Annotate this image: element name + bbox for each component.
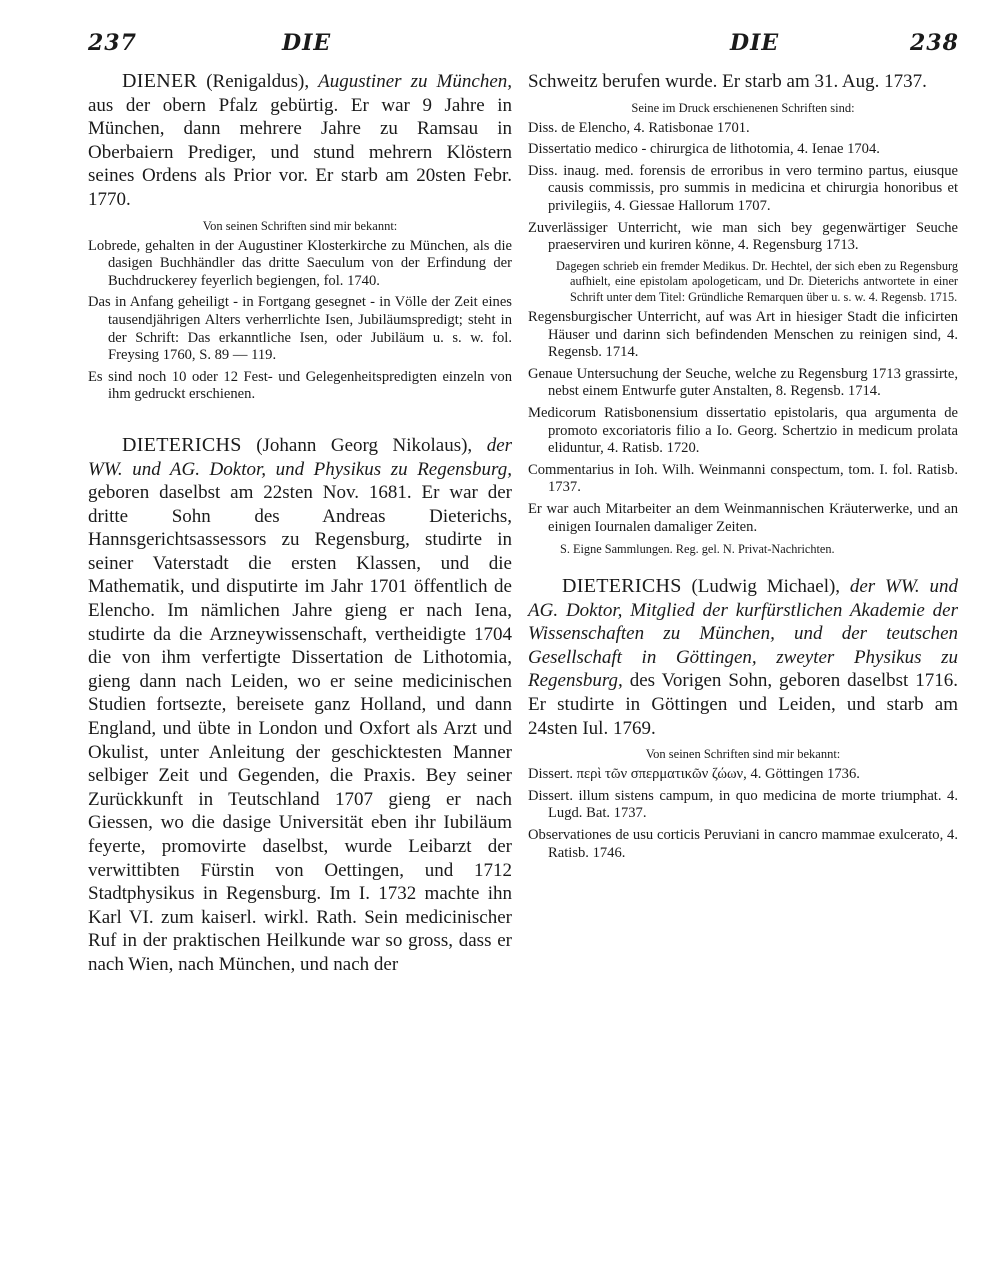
- entry-bio-continued: Schweitz berufen wurde. Er starb am 31. Aug. 1737.: [528, 71, 927, 92]
- entry-bio: geboren daselbst am 22sten Nov. 1681. Er war der dritte Sohn des Andreas Dieterichs, Hannsgerichtsassessors zu Regensburg, studirte in seiner Vaterstadt die ersten Klassen, und die Mathematik, und disputirte im Jahr 1701 öffentlich de Elencho. Im nämlichen Jahre gieng er nach Iena, studirte da die Arzneywissenschaft, vertheidigte 1704 die von ihm verfertigte Dissertation de Lithotomia, gieng dann nach Leiden, wo er seine medicinischen Studien fortsezte, bereisete ganz Holland, und dann England, und übte in London und Oxfort als Arzt und Okulist, unter Anleitung der geschicktesten Manner selbiger Zeit und Gegenden, die Praxis. Bey seiner Zurückkunft in Teutschland 1707 gieng er nach Giessen, wo die dasige Universität eben ihr Iubiläum feyerte, promovirte daselbst, wurde Leibarzt der verwittibten Fürstin von Oettingen, und 1712 Stadtphysikus in Regensburg. Im I. 1732 machte ihn Karl VI. zum kaiserl. wirkl. Rath. Sein medicinischer Ruf in der praktischen Heilkunde war so gross, dass er nach Wien, nach München, und nach der: [88, 482, 512, 975]
- work-item: Er war auch Mitarbeiter an dem Weinmannischen Kräuterwerke, und an einigen Iournalen damaliger Zeiten.: [528, 500, 958, 535]
- works-list: [528, 120, 958, 255]
- work-item: Regensburgischer Unterricht, auf was Art in hiesiger Stadt die inficirten Häuser und darinn sich befindenden Menschen zu reinigen sind, 4. Regensb. 1714.: [528, 308, 958, 361]
- entry-given-name: (Renigaldus),: [206, 71, 310, 92]
- entry-dieterichs-jg-head: [88, 434, 512, 977]
- entry-given-name: (Johann Georg Nikolaus),: [256, 434, 473, 456]
- works-heading: Von seinen Schriften sind mir bekannt:: [202, 218, 398, 233]
- works-list: [528, 766, 958, 862]
- entry-title: der WW. und AG. Doktor, und Physikus zu Regensburg,: [88, 434, 513, 480]
- work-item: Medicorum Ratisbonensium dissertatio epistolaris, qua argumenta de promoto excoriatoris filio a Io. Georg. Schertzio in medicum prolata eliduntur, 4. Ratisb. 1720.: [528, 404, 958, 457]
- left-running-title: DIE: [282, 30, 332, 56]
- work-item: Commentarius in Ioh. Wilh. Weinmanni conspectum, tom. I. fol. Ratisb. 1737.: [528, 461, 958, 496]
- work-item: Lobrede, gehalten in der Augustiner Klosterkirche zu München, als die dasigen Buchhändler das dritte Saeculum von der Erfindung der Buchdruckerey feyerlich begiengen, fol. 1740.: [88, 237, 512, 289]
- entry-name: DIENER: [122, 70, 198, 92]
- work-item: Dissert. περὶ τῶν σπερματικῶν ζώων, 4. Göttingen 1736.: [528, 766, 860, 783]
- entry-name: DIETERICHS: [122, 433, 242, 456]
- entry-title: der WW. und AG. Doktor, Mitglied der kurfürstlichen Akademie der Wissenschaften zu München, und der teutschen Gesellschaft in Göttingen, zweyter Physikus zu Regensburg,: [528, 576, 958, 692]
- work-item: Dissert. illum sistens campum, in quo medicina de morte triumphat. 4. Lugd. Bat. 1737.: [528, 787, 958, 822]
- work-item: Genaue Untersuchung der Seuche, welche zu Regensburg 1713 grassirte, nebst einem Entwurfe guter Anstalten, 8. Regensb. 1714.: [528, 365, 958, 400]
- entry-given-name: (Ludwig Michael),: [691, 576, 841, 598]
- work-item: Dissertatio medico - chirurgica de lithotomia, 4. Ienae 1704.: [528, 141, 880, 158]
- entry-name: DIETERICHS: [562, 575, 682, 598]
- sources-note: S. Eigne Sammlungen. Reg. gel. N. Privat-Nachrichten.: [560, 542, 835, 557]
- works-heading: Von seinen Schriften sind mir bekannt:: [645, 747, 841, 762]
- entry-diener-head: [88, 70, 512, 212]
- right-running-title: DIE: [730, 30, 780, 56]
- work-item: Zuverlässiger Unterricht, wie man sich bey gegenwärtiger Seuche praeserviren und kuriren könne, 4. Regensburg 1713.: [528, 219, 958, 254]
- entry-title: Augustiner zu München,: [318, 71, 512, 92]
- works-list: [88, 238, 512, 404]
- work-item: Observationes de usu corticis Peruviani in cancro mammae exulcerato, 4. Ratisb. 1746.: [528, 827, 958, 861]
- work-item: Das in Anfang geheiligt - in Fortgang gesegnet - in Völle der Zeit eines tausendjährigen Alters verherrlichte Isen, Jubiläumspredigt; steht in der Schrift: Das erkanntliche Isen, oder Jubiläum u. s. w. fol. Freysing 1760, S. 89 — 119.: [88, 294, 512, 364]
- work-item: Diss. de Elencho, 4. Ratisbonae 1701.: [528, 119, 750, 136]
- entry-dieterichs-lm-head: [528, 575, 958, 740]
- works-list-continued: [528, 309, 958, 536]
- entry-bio: des Vorigen Sohn, geboren daselbst 1716. Er studirte in Göttingen und Leiden, und starb am 24sten Iul. 1769.: [528, 670, 958, 739]
- right-page-number: 238: [910, 30, 959, 56]
- work-note: Dagegen schrieb ein fremder Medikus. Dr. Hechtel, der sich eben zu Regensburg aufhielt, eine epistolam apologeticam, und Dr. Dieterichs antwortete in einer Schrift unter dem Titel: Gründliche Remarquen über u. s. w. 4. Regensb. 1715.: [556, 258, 958, 304]
- entry-bio: aus der obern Pfalz gebürtig. Er war 9 Jahre in München, dann mehrere Jahre zu Ramsau in Oberbaiern Prediger, und stund mehrern Klöstern seines Ordens als Prior vor. Er starb am 20sten Febr. 1770.: [88, 94, 512, 210]
- left-column: [88, 70, 512, 977]
- works-heading: Seine im Druck erschienenen Schriften sind:: [631, 100, 855, 115]
- work-item: Es sind noch 10 oder 12 Fest- und Gelegenheitspredigten einzeln von ihm gedruckt erschienen.: [88, 368, 512, 403]
- right-column: [528, 70, 958, 866]
- work-item: Diss. inaug. med. forensis de erroribus in vero termino partus, eiusque causis commissis, pro summis in medicina et chirurgia honoribus et privilegiis, 4. Giessae Hallorum 1707.: [528, 162, 958, 214]
- left-page-number: 237: [88, 30, 137, 56]
